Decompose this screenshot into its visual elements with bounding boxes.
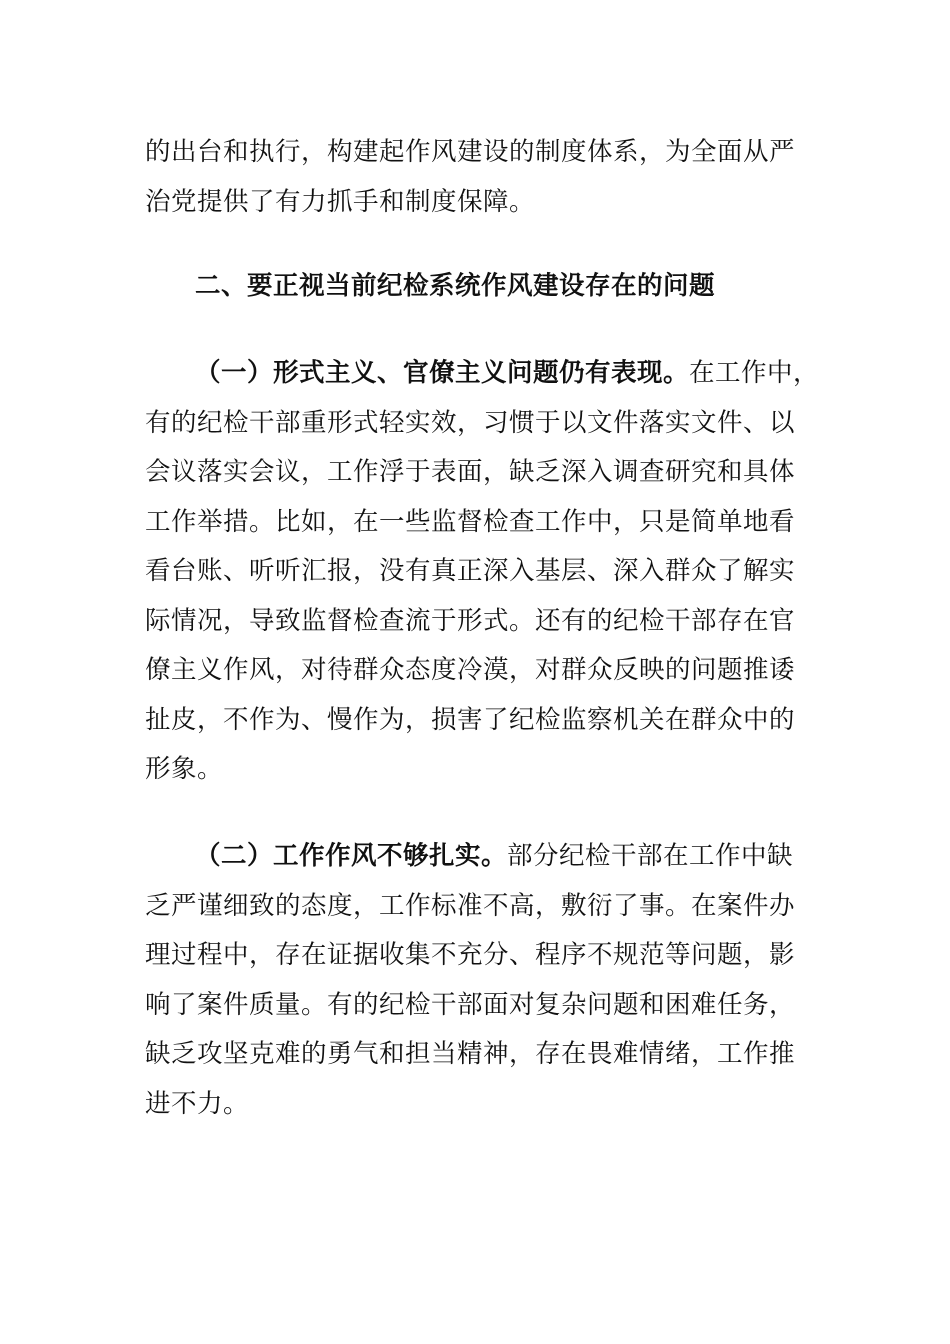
subsection-2-line: 响了案件质量。有的纪检干部面对复杂问题和困难任务， bbox=[145, 990, 796, 1020]
subsection-1-line: 扯皮，不作为、慢作为，损害了纪检监察机关在群众中的 bbox=[145, 705, 796, 735]
subsection-1-heading: （一）形式主义、官僚主义问题仍有表现。 bbox=[195, 358, 690, 388]
subsection-1-line: 工作举措。比如，在一些监督检查工作中，只是简单地看 bbox=[145, 507, 796, 537]
subsection-1-first-line-text: 在工作中， bbox=[689, 358, 820, 388]
subsection-2-line: 进不力。 bbox=[145, 1089, 250, 1119]
subsection-1-line: 会议落实会议，工作浮于表面，缺乏深入调查研究和具体 bbox=[145, 457, 796, 487]
subsection-1-line: 有的纪检干部重形式轻实效，习惯于以文件落实文件、以 bbox=[145, 408, 796, 438]
intro-line-1: 的出台和执行，构建起作风建设的制度体系，为全面从严 bbox=[145, 137, 796, 167]
subsection-1-line: 看台账、听听汇报，没有真正深入基层、深入群众了解实 bbox=[145, 556, 796, 586]
subsection-2-heading: （二）工作作风不够扎实。 bbox=[195, 841, 508, 871]
subsection-2-first-line-text: 部分纪检干部在工作中缺 bbox=[507, 841, 794, 871]
subsection-2-line: 乏严谨细致的态度，工作标准不高，敷衍了事。在案件办 bbox=[145, 891, 796, 921]
subsection-2-line: 缺乏攻坚克难的勇气和担当精神，存在畏难情绪，工作推 bbox=[145, 1039, 796, 1069]
subsection-1-line: 际情况，导致监督检查流于形式。还有的纪检干部存在官 bbox=[145, 606, 796, 636]
subsection-1-first-line bbox=[195, 358, 855, 388]
subsection-1-line: 形象。 bbox=[145, 754, 224, 784]
intro-line-2: 治党提供了有力抓手和制度保障。 bbox=[145, 187, 536, 217]
subsection-1-line: 僚主义作风，对待群众态度冷漠，对群众反映的问题推诿 bbox=[145, 655, 796, 685]
section-heading: 二、要正视当前纪检系统作风建设存在的问题 bbox=[195, 271, 716, 301]
subsection-2-first-line bbox=[195, 841, 855, 871]
subsection-2-line: 理过程中，存在证据收集不充分、程序不规范等问题，影 bbox=[145, 940, 796, 970]
